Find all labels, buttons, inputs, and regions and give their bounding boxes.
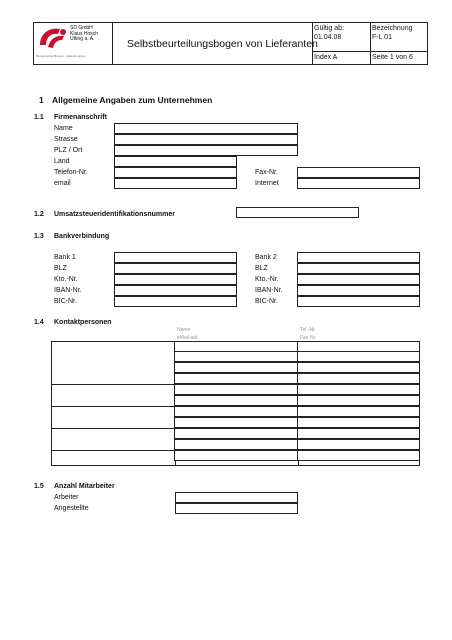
- street-field[interactable]: [114, 134, 298, 145]
- workers-label: Arbeiter: [54, 494, 79, 501]
- contact-field[interactable]: [297, 362, 420, 373]
- contact-field[interactable]: [174, 395, 298, 406]
- kto2-label: Kto.-Nr.: [255, 276, 279, 283]
- logo-line: SD GmbH: [70, 25, 93, 31]
- phone-field[interactable]: [114, 167, 237, 178]
- subsection-title: Firmenanschrift: [54, 114, 107, 121]
- iban1-field[interactable]: [114, 285, 237, 296]
- col-tel-label: Tel.-Nr.: [300, 327, 316, 333]
- section-title: Allgemeine Angaben zum Unternehmen: [52, 95, 213, 105]
- company-logo: [36, 25, 108, 61]
- section-number: 1: [39, 95, 44, 105]
- contact-field[interactable]: [174, 417, 298, 428]
- contact-field[interactable]: [297, 439, 420, 450]
- contact-field[interactable]: [174, 384, 298, 395]
- workers-field[interactable]: [175, 492, 298, 503]
- fax-field[interactable]: [297, 167, 420, 178]
- iban2-field[interactable]: [297, 285, 420, 296]
- employees-label: Angestellte: [54, 505, 89, 512]
- blz1-label: BLZ: [54, 265, 67, 272]
- page-title: Selbstbeurteilungsbogen von Lieferanten: [127, 38, 318, 50]
- valid-label: Gültig ab:: [314, 25, 344, 32]
- email-field[interactable]: [114, 178, 237, 189]
- blz2-label: BLZ: [255, 265, 268, 272]
- contact-field[interactable]: [174, 428, 298, 439]
- subsection-title: Bankverbindung: [54, 233, 110, 240]
- contact-field[interactable]: [297, 384, 420, 395]
- subsection-number: 1.3: [34, 233, 44, 240]
- logo-line: Klaus Hirsch: [70, 30, 99, 37]
- contact-field[interactable]: [297, 417, 420, 428]
- phone-label: Telefon-Nr.: [54, 169, 88, 176]
- contact-field[interactable]: [297, 373, 420, 384]
- kto1-label: Kto.-Nr.: [54, 276, 78, 283]
- contact-field[interactable]: [174, 351, 298, 362]
- col-email-label: eMail-adr.: [177, 335, 199, 341]
- contact-field[interactable]: [174, 450, 298, 461]
- contact-field[interactable]: [174, 362, 298, 373]
- iban1-label: IBAN-Nr.: [54, 287, 82, 294]
- subsection-number: 1.2: [34, 211, 44, 218]
- subsection-title: Anzahl Mitarbeiter: [54, 483, 115, 490]
- zip-city-field[interactable]: [114, 145, 298, 156]
- fax-label: Fax-Nr.: [255, 169, 278, 176]
- contact-field[interactable]: [297, 406, 420, 417]
- subsection-number: 1.1: [34, 114, 44, 121]
- blz1-field[interactable]: [114, 263, 237, 274]
- internet-field[interactable]: [297, 178, 420, 189]
- subsection-number: 1.4: [34, 319, 44, 326]
- subsection-title: Kontaktpersonen: [54, 319, 112, 326]
- designation-value: F-L 01: [372, 34, 392, 41]
- vat-id-field[interactable]: [236, 207, 359, 218]
- index-label: Index A: [314, 54, 338, 61]
- contact-field[interactable]: [297, 428, 420, 439]
- country-field[interactable]: [114, 156, 237, 167]
- street-label: Strasse: [54, 136, 78, 143]
- internet-label: Internet: [255, 180, 279, 187]
- contact-field[interactable]: [297, 450, 420, 461]
- bic1-label: BIC-Nr.: [54, 298, 77, 305]
- kto2-field[interactable]: [297, 274, 420, 285]
- contact-field[interactable]: [174, 439, 298, 450]
- contact-field[interactable]: [297, 395, 420, 406]
- col-name-label: Name: [177, 327, 191, 333]
- logo-tagline: Tempérierhei Bamen - Veilebnuumes: [36, 54, 86, 58]
- bank2-field[interactable]: [297, 252, 420, 263]
- subsection-number: 1.5: [34, 483, 44, 490]
- col-fax-label: Fax-Nr.: [300, 335, 317, 341]
- bic2-field[interactable]: [297, 296, 420, 307]
- country-label: Land: [54, 158, 70, 165]
- logo-line: Utting a. A.: [70, 36, 95, 42]
- bank1-label: Bank 1: [54, 254, 76, 261]
- zip-city-label: PLZ / Ort: [54, 147, 83, 154]
- kto1-field[interactable]: [114, 274, 237, 285]
- bic2-label: BIC-Nr.: [255, 298, 278, 305]
- logo-mark-icon: [36, 25, 70, 53]
- name-label: Name: [54, 125, 73, 132]
- email-label: email: [54, 180, 71, 187]
- bank2-label: Bank 2: [255, 254, 277, 261]
- valid-date: 01.04.08: [314, 34, 342, 41]
- contact-field[interactable]: [174, 406, 298, 417]
- contact-field[interactable]: [297, 351, 420, 362]
- contact-field[interactable]: [174, 373, 298, 384]
- name-field[interactable]: [114, 123, 298, 134]
- designation-label: Bezeichnung: [372, 25, 413, 32]
- employees-field[interactable]: [175, 503, 298, 514]
- bank1-field[interactable]: [114, 252, 237, 263]
- subsection-title: Umsatzsteueridentifikationsnummer: [54, 211, 175, 218]
- blz2-field[interactable]: [297, 263, 420, 274]
- iban2-label: IBAN-Nr.: [255, 287, 283, 294]
- bic1-field[interactable]: [114, 296, 237, 307]
- page-number: Seite 1 von 6: [372, 54, 413, 61]
